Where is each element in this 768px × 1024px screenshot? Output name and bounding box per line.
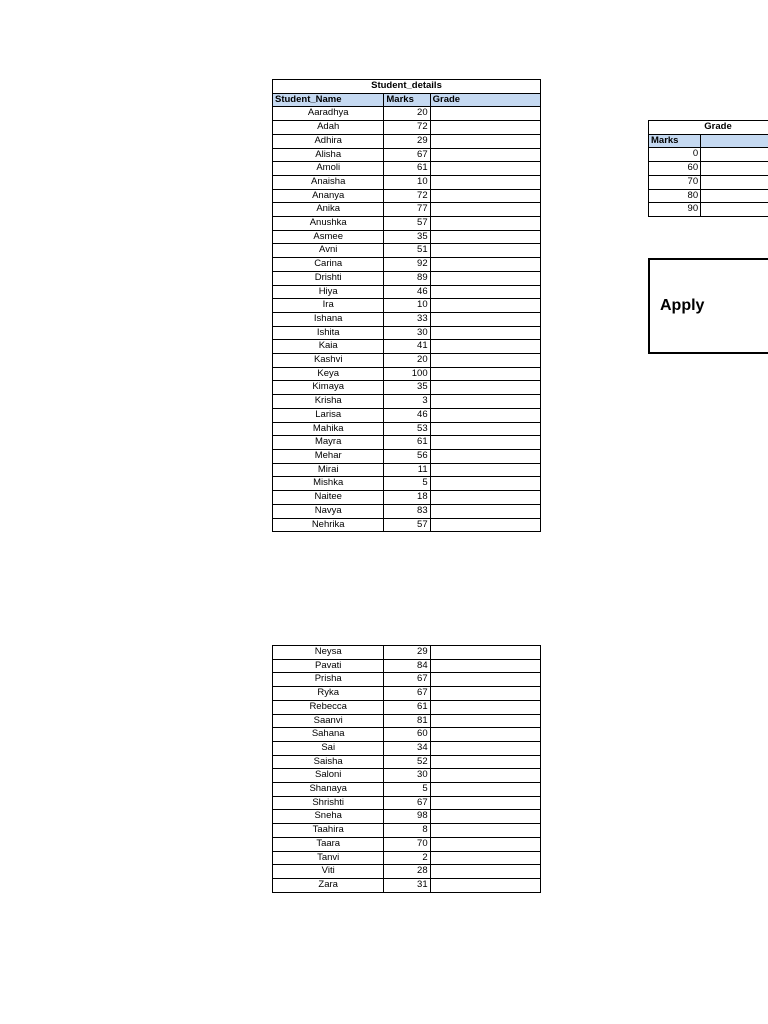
marks-cell[interactable]: 67: [384, 796, 430, 810]
marks-cell[interactable]: 81: [384, 714, 430, 728]
table-row: [273, 714, 541, 728]
student-name-cell[interactable]: Ryka: [273, 687, 384, 701]
student-name-cell[interactable]: Alisha: [273, 148, 384, 162]
student-name-cell[interactable]: Anaisha: [273, 175, 384, 189]
student-name-cell[interactable]: Shanaya: [273, 783, 384, 797]
student-name-cell[interactable]: Sahana: [273, 728, 384, 742]
table-row: [273, 367, 541, 381]
table-row: [273, 312, 541, 326]
student-name-cell[interactable]: Adhira: [273, 134, 384, 148]
grade-cell[interactable]: [430, 203, 540, 217]
table-title[interactable]: Student_details: [273, 80, 541, 94]
marks-cell[interactable]: 51: [384, 244, 430, 258]
marks-cell[interactable]: 84: [384, 659, 430, 673]
marks-cell[interactable]: 57: [384, 518, 430, 532]
grade-cell[interactable]: [430, 491, 540, 505]
marks-cell[interactable]: 31: [384, 878, 430, 892]
grade-panel: [648, 120, 768, 360]
marks-cell[interactable]: 56: [384, 449, 430, 463]
marks-cell[interactable]: 30: [384, 769, 430, 783]
table-row: [273, 203, 541, 217]
marks-cell[interactable]: 28: [384, 865, 430, 879]
student-name-cell[interactable]: Kaia: [273, 340, 384, 354]
table-row: [273, 796, 541, 810]
grade-header-marks[interactable]: Marks: [649, 134, 701, 148]
student-name-cell[interactable]: Zara: [273, 878, 384, 892]
marks-cell[interactable]: 67: [384, 148, 430, 162]
table-row: [649, 175, 768, 189]
grade-header-grade[interactable]: [701, 134, 768, 148]
marks-cell[interactable]: 98: [384, 810, 430, 824]
student-name-cell[interactable]: Krisha: [273, 395, 384, 409]
marks-cell[interactable]: 29: [384, 134, 430, 148]
grade-cell[interactable]: [430, 646, 540, 660]
student-details-table: [272, 79, 541, 532]
student-name-cell[interactable]: Tanvi: [273, 851, 384, 865]
table-row: [273, 865, 541, 879]
student-name-cell[interactable]: Keya: [273, 367, 384, 381]
grade-cell[interactable]: [430, 299, 540, 313]
student-name-cell[interactable]: Adah: [273, 121, 384, 135]
table-row: [273, 285, 541, 299]
student-name-cell[interactable]: Rebecca: [273, 700, 384, 714]
marks-cell[interactable]: 67: [384, 687, 430, 701]
student-name-cell[interactable]: Asmee: [273, 230, 384, 244]
table-row: [273, 769, 541, 783]
grade-cell[interactable]: [430, 659, 540, 673]
marks-cell[interactable]: 10: [384, 299, 430, 313]
table-row: [273, 258, 541, 272]
table-row: [273, 189, 541, 203]
grade-table-title[interactable]: Grade: [649, 121, 768, 135]
table-row: [273, 673, 541, 687]
table-row: [273, 395, 541, 409]
grade-header-row: [649, 134, 768, 148]
grade-cell[interactable]: [430, 422, 540, 436]
grade-value-cell[interactable]: [701, 203, 768, 217]
table-row: [273, 162, 541, 176]
student-name-cell[interactable]: Mirai: [273, 463, 384, 477]
grade-cell[interactable]: [430, 878, 540, 892]
grade-cell[interactable]: [430, 755, 540, 769]
table-row: [273, 477, 541, 491]
header-marks[interactable]: Marks: [384, 93, 430, 107]
grade-cell[interactable]: [430, 673, 540, 687]
apply-button[interactable]: [648, 258, 768, 354]
student-name-cell[interactable]: Sneha: [273, 810, 384, 824]
student-name-cell[interactable]: Nehrika: [273, 518, 384, 532]
table-row: [273, 518, 541, 532]
grade-cell[interactable]: [430, 189, 540, 203]
marks-cell[interactable]: 70: [384, 837, 430, 851]
table-title-row: [273, 80, 541, 94]
grade-cell[interactable]: [430, 477, 540, 491]
marks-cell[interactable]: 11: [384, 463, 430, 477]
student-name-cell[interactable]: Navya: [273, 504, 384, 518]
grade-cell[interactable]: [430, 258, 540, 272]
marks-cell[interactable]: 57: [384, 217, 430, 231]
grade-cell[interactable]: [430, 175, 540, 189]
grade-cell[interactable]: [430, 700, 540, 714]
grade-cell[interactable]: [430, 340, 540, 354]
marks-cell[interactable]: 5: [384, 783, 430, 797]
grade-cell[interactable]: [430, 810, 540, 824]
grade-value-cell[interactable]: [701, 189, 768, 203]
grade-cell[interactable]: [430, 134, 540, 148]
grade-cell[interactable]: [430, 851, 540, 865]
apply-label: Apply: [660, 297, 705, 314]
table-row: [273, 299, 541, 313]
table-row: [273, 244, 541, 258]
grade-cell[interactable]: [430, 741, 540, 755]
marks-cell[interactable]: 35: [384, 381, 430, 395]
table-row: [649, 203, 768, 217]
table-row: [649, 148, 768, 162]
table-row: [273, 741, 541, 755]
grade-cell[interactable]: [430, 107, 540, 121]
marks-cell[interactable]: 3: [384, 395, 430, 409]
grade-cell[interactable]: [430, 244, 540, 258]
marks-cell[interactable]: 92: [384, 258, 430, 272]
student-name-cell[interactable]: Carina: [273, 258, 384, 272]
grade-threshold-cell[interactable]: 80: [649, 189, 701, 203]
student-name-cell[interactable]: Ishita: [273, 326, 384, 340]
grade-cell[interactable]: [430, 326, 540, 340]
marks-cell[interactable]: 41: [384, 340, 430, 354]
grade-threshold-cell[interactable]: 0: [649, 148, 701, 162]
table-row: [273, 837, 541, 851]
student-name-cell[interactable]: Drishti: [273, 271, 384, 285]
table-row: [273, 422, 541, 436]
grade-cell[interactable]: [430, 824, 540, 838]
grade-threshold-cell[interactable]: 90: [649, 203, 701, 217]
table-row: [273, 878, 541, 892]
grade-cell[interactable]: [430, 217, 540, 231]
grade-cell[interactable]: [430, 271, 540, 285]
table-row: [273, 755, 541, 769]
table-row: [273, 463, 541, 477]
grade-cell[interactable]: [430, 285, 540, 299]
student-name-cell[interactable]: Avni: [273, 244, 384, 258]
grade-cell[interactable]: [430, 312, 540, 326]
marks-cell[interactable]: 77: [384, 203, 430, 217]
table-row: [273, 326, 541, 340]
marks-cell[interactable]: 18: [384, 491, 430, 505]
student-name-cell[interactable]: Kashvi: [273, 354, 384, 368]
marks-cell[interactable]: 33: [384, 312, 430, 326]
student-name-cell[interactable]: Hiya: [273, 285, 384, 299]
student-name-cell[interactable]: Neysa: [273, 646, 384, 660]
student-name-cell[interactable]: Ananya: [273, 189, 384, 203]
student-name-cell[interactable]: Saloni: [273, 769, 384, 783]
student-name-cell[interactable]: Mahika: [273, 422, 384, 436]
grade-cell[interactable]: [430, 230, 540, 244]
student-name-cell[interactable]: Mayra: [273, 436, 384, 450]
student-name-cell[interactable]: Larisa: [273, 408, 384, 422]
header-grade[interactable]: Grade: [430, 93, 540, 107]
student-name-cell[interactable]: Aaradhya: [273, 107, 384, 121]
student-name-cell[interactable]: Anika: [273, 203, 384, 217]
table-row: [273, 340, 541, 354]
student-name-cell[interactable]: Saanvi: [273, 714, 384, 728]
header-student-name[interactable]: Student_Name: [273, 93, 384, 107]
marks-cell[interactable]: 30: [384, 326, 430, 340]
marks-cell[interactable]: 46: [384, 285, 430, 299]
table-row: [273, 824, 541, 838]
table-row: [273, 271, 541, 285]
marks-cell[interactable]: 52: [384, 755, 430, 769]
marks-cell[interactable]: 34: [384, 741, 430, 755]
table-row: [273, 381, 541, 395]
student-name-cell[interactable]: Ishana: [273, 312, 384, 326]
table-row: [273, 121, 541, 135]
table-row: [273, 810, 541, 824]
grade-cell[interactable]: [430, 121, 540, 135]
grade-cell[interactable]: [430, 367, 540, 381]
grade-cell[interactable]: [430, 395, 540, 409]
marks-cell[interactable]: 53: [384, 422, 430, 436]
grade-threshold-cell[interactable]: 60: [649, 162, 701, 176]
table-row: [273, 449, 541, 463]
grade-cell[interactable]: [430, 449, 540, 463]
marks-cell[interactable]: 60: [384, 728, 430, 742]
table-row: [273, 491, 541, 505]
student-name-cell[interactable]: Anushka: [273, 217, 384, 231]
grade-cell[interactable]: [430, 381, 540, 395]
marks-cell[interactable]: 83: [384, 504, 430, 518]
table-row: [649, 189, 768, 203]
table-row: [273, 783, 541, 797]
marks-cell[interactable]: 20: [384, 354, 430, 368]
student-name-cell[interactable]: Taara: [273, 837, 384, 851]
table-row: [273, 148, 541, 162]
marks-cell[interactable]: 10: [384, 175, 430, 189]
marks-cell[interactable]: 67: [384, 673, 430, 687]
grade-cell[interactable]: [430, 769, 540, 783]
grade-cell[interactable]: [430, 162, 540, 176]
marks-cell[interactable]: 89: [384, 271, 430, 285]
table-row: [273, 504, 541, 518]
table-row: [273, 851, 541, 865]
marks-cell[interactable]: 61: [384, 700, 430, 714]
table-row: [273, 134, 541, 148]
grade-value-cell[interactable]: [701, 148, 768, 162]
table-row: [273, 175, 541, 189]
grade-value-cell[interactable]: [701, 175, 768, 189]
grade-threshold-cell[interactable]: 70: [649, 175, 701, 189]
marks-cell[interactable]: 61: [384, 162, 430, 176]
table-row: [273, 354, 541, 368]
student-name-cell[interactable]: Naitee: [273, 491, 384, 505]
student-name-cell[interactable]: Taahira: [273, 824, 384, 838]
grade-cell[interactable]: [430, 728, 540, 742]
table-row: [273, 408, 541, 422]
grade-cell[interactable]: [430, 504, 540, 518]
student-name-cell[interactable]: Shrishti: [273, 796, 384, 810]
marks-cell[interactable]: 35: [384, 230, 430, 244]
table-row: [273, 217, 541, 231]
grade-title-row: [649, 121, 768, 135]
grade-cell[interactable]: [430, 518, 540, 532]
student-name-cell[interactable]: Pavati: [273, 659, 384, 673]
marks-cell[interactable]: 20: [384, 107, 430, 121]
table-row: [273, 700, 541, 714]
student-name-cell[interactable]: Ira: [273, 299, 384, 313]
marks-cell[interactable]: 61: [384, 436, 430, 450]
table-row: [273, 646, 541, 660]
grade-cell[interactable]: [430, 837, 540, 851]
grade-cell[interactable]: [430, 408, 540, 422]
marks-cell[interactable]: 2: [384, 851, 430, 865]
grade-cell[interactable]: [430, 796, 540, 810]
table-row: [273, 230, 541, 244]
table-row: [273, 107, 541, 121]
student-name-cell[interactable]: Mehar: [273, 449, 384, 463]
student-details-table-continued: [272, 645, 541, 893]
table-row: [273, 436, 541, 450]
grade-cell[interactable]: [430, 436, 540, 450]
marks-cell[interactable]: 8: [384, 824, 430, 838]
marks-cell[interactable]: 5: [384, 477, 430, 491]
marks-cell[interactable]: 29: [384, 646, 430, 660]
marks-cell[interactable]: 100: [384, 367, 430, 381]
marks-cell[interactable]: 72: [384, 121, 430, 135]
table-row: [273, 728, 541, 742]
student-name-cell[interactable]: Kimaya: [273, 381, 384, 395]
grade-cell[interactable]: [430, 354, 540, 368]
table-row: [273, 687, 541, 701]
grade-lookup-table: [648, 120, 768, 217]
student-name-cell[interactable]: Sai: [273, 741, 384, 755]
student-name-cell[interactable]: Prisha: [273, 673, 384, 687]
grade-cell[interactable]: [430, 714, 540, 728]
grade-cell[interactable]: [430, 783, 540, 797]
student-name-cell[interactable]: Mishka: [273, 477, 384, 491]
marks-cell[interactable]: 72: [384, 189, 430, 203]
table-row: [273, 659, 541, 673]
grade-cell[interactable]: [430, 865, 540, 879]
student-name-cell[interactable]: Amoli: [273, 162, 384, 176]
grade-cell[interactable]: [430, 687, 540, 701]
table-row: [649, 162, 768, 176]
grade-value-cell[interactable]: [701, 162, 768, 176]
table-header-row: [273, 93, 541, 107]
grade-cell[interactable]: [430, 148, 540, 162]
grade-cell[interactable]: [430, 463, 540, 477]
student-name-cell[interactable]: Saisha: [273, 755, 384, 769]
marks-cell[interactable]: 46: [384, 408, 430, 422]
student-name-cell[interactable]: Viti: [273, 865, 384, 879]
